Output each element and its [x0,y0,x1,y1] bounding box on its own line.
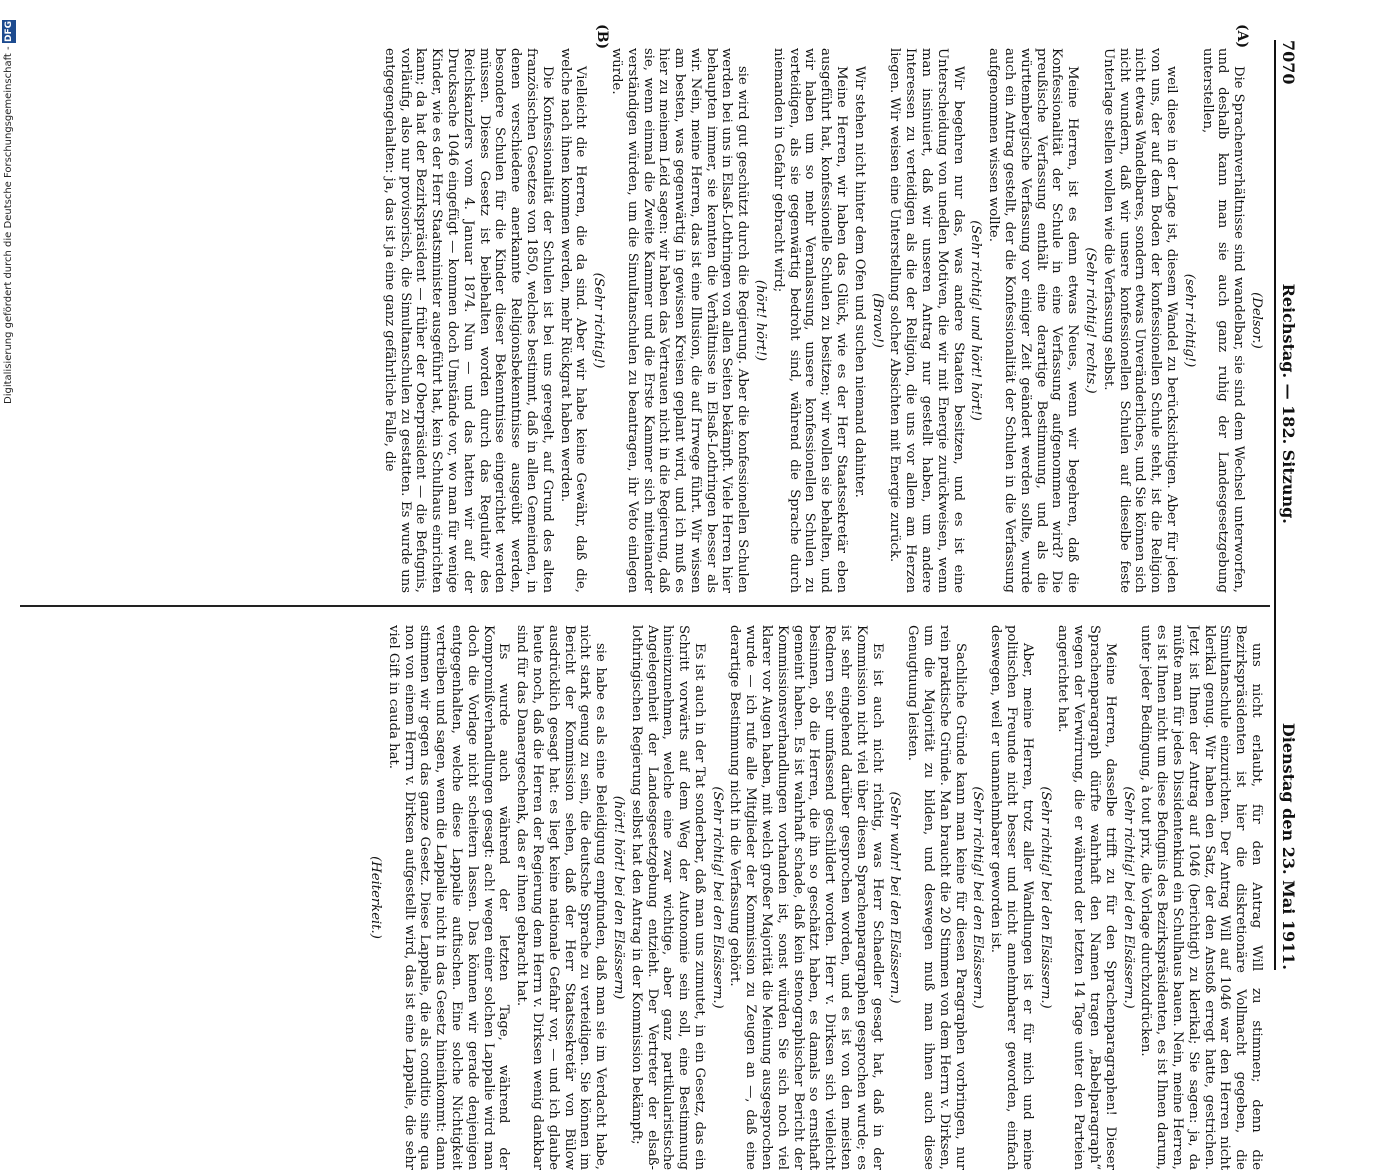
credit-text: Digitalisierung gefördert durch die Deutsche Forschungsgemeinschaft - [3,46,14,404]
margin-mark-b: (B) [594,24,610,50]
paragraph: Es wurde auch während der letzten Tage, während der Kompromißverhandlungen gesagt: ach! wegen einer solchen Lappalie wird man doch die Vorlage nicht scheitern lassen. Das können wir gerade denjenigen entgegenhalten, welche diese Lappalie auftischen. Eine solche Nichtigkeit vertreiben und sagen, wenn die Lappalie nicht in das Gesetz hineinkommt: dann stimmen wir gegen das ganze Gesetz. Diese Lappalie, die als conditio sine qua non von einem Herrn v. Dirksen aufgestellt wird, das ist eine Lappalie, die sehr viel Gift in cauda hat. [385,625,512,1170]
paragraph: Aber, meine Herren, trotz aller Wandlungen ist er für mich und meine politischen Freunde nicht besser und nicht annehmbarer geworden, einfach deswegen, weil er unannehmbarer geworden ist. [988,625,1035,1170]
right-column [20,625,1264,1170]
paragraph: Es ist auch nicht richtig, was Herr Schaedler gesagt hat, daß in der Kommission nicht viel über diesen Sprachenparagraphen gesprochen wurde; es ist sehr eingehend darüber gesprochen worden, und es ist von den meisten Rednern sehr umfassend geschildert worden. Herr v. Dirksen sich vielleicht besinnen, ob die Herren, die ihn so geschätzt haben, es damals so ernsthaft gemeint haben. Es ist wahrhaft schade, daß kein stenographischer Bericht der Kommissionsverhandlungen vorhanden ist, sonst würden Sie sich noch viel klarer vor Augen haben, mit welch großer Majorität die Meinung ausgesprochen wurde — ich rufe alle Mitglieder der Kommission zu Zeugen an —, daß eine derartige Bestimmung nicht in die Verfassung gehört. [727,625,885,1170]
interjection: (Bravo!) [869,293,885,348]
interjection: (Sehr richtig! bei den Elsässern.) [709,786,725,1009]
interjection: (hört! hört!) [753,279,769,362]
paragraph: Wir stehen nicht hinter dem Ofen und suchen niemand dahinter. [851,66,867,498]
paragraph: Die Sprachenverhältnisse sind wandelbar, sie sind dem Wechsel unterworfen, und deshalb kann man sie auch ganz ruhig der Landesgesetzgebung unterstellen, [1199,48,1247,593]
page-header [1274,40,1302,970]
page-date: Dienstag den 23. Mai 1911. [1279,722,1299,970]
interjection: (Sehr richtig! bei den Elsässern.) [1037,786,1053,1009]
interjection: (Sehr richtig!) [591,272,607,369]
interjection: (sehr richtig!) [1181,273,1197,368]
interjection: (Heiterkeit.) [367,856,383,939]
interjection: (Sehr richtig! bei den Elsässern.) [1120,786,1136,1009]
paragraph: Meine Herren, wir haben das Glück, wie es der Herr Staatssekretär eben ausgeführt hat, konfessionelle Schulen zu besitzen; wir wollen sie behalten, und wir haben um so mehr Veranlassung, unsere konfessionellen Schulen zu verteidigen, als sie gegenwärtig bedroht sind, während die Sprache durch niemanden in Gefahr gebracht wird; [770,48,850,593]
column-divider [20,605,1270,607]
page-title: Reichstag. — 182. Sitzung. [1279,283,1299,524]
interjection: (Sehr richtig! rechts.) [1083,247,1099,394]
paragraph: Meine Herren, ist es denn etwas Neues, wenn wir begehren, daß die Konfessionalität der Schule in eine Verfassung aufgenommen wird? Die preußische Verfassung enthält eine derartige Bestimmung, und als die württembergische Verfassung vor einiger Zeit geändert werden sollte, wurde auch ein Antrag gestellt, der die Konfessionalität der Schulen in die Verfassung aufgenommen wissen wollte. [986,48,1081,593]
paragraph: Vielleicht die Herren, die da sind. Aber wir habe keine Gewähr, daß die, welche nach ihnen kommen werden, mehr Rückgrat haben werden. [557,48,589,593]
paragraph: Die Konfessionalität der Schulen ist bei uns geregelt, auf Grund des alten französischen Gesetzes von 1850, welches bestimmt, daß in allen Gemeinden, in denen verschiedene anerkannte Religionsbekenntnisse ausgeübt werden, besondere Schulen für die Kinder dieser Bekenntnisse eingerichtet werden müssen. Dieses Gesetz ist beibehalten worden durch das Regulativ des Reichskanzlers vom 4. Januar 1874. Nun — und das hatten wir auf der Drucksache 1046 eingefügt — kommen doch Umstände vor, wo man für wenige Kinder, wie es der Herr Staatsminister ausgeführt hat, kein Schulhaus einrichten kann; da hat der Bezirkspräsident — früher der Oberpräsident — die Befugnis, vorläufig, also nur provisorisch, die Simultanschulen zu gestatten. Es wurde uns entgegengehalten: ja, das ist ja eine ganz gefährliche Falle, die [381,48,555,593]
dfg-logo: DFG [4,21,14,43]
margin-mark-a: (A) [1234,24,1250,49]
interjection: (Delsor.) [1249,292,1264,349]
paragraph: uns nicht erlaubt, für den Antrag Will zu stimmen; denn die Bezirkspräsidenten ist hier die diskretionäre Vollmacht gegeben, die Simultanschule einzurichten. Der Antrag Will auf 1046 war den Herren nicht klerikal genug. Wir haben den Satz, der den Anstoß erregt hatte, gestrichen. Jetzt ist Ihnen der Antrag auf 1046 (berichtigt) zu klerikal; Sie sagen: ja, da müßte man für jedes Dissidentenkind ein Schulhaus bauen. Nein, meine Herren, es ist Ihnen nicht um diese Befugnis des Bezirkspräsidenten, es ist Ihnen darum, unter jeder Bedingung, à tout prix, die Vorlage durchzudrücken. [1138,625,1264,1170]
document-page [10,20,1310,1170]
paragraph: Wir begehren nur das, was andere Staaten besitzen, und es ist eine Unterscheidung von unedlen Motiven, die wir mit Energie zurückweisen, wenn man insinuiert, daß wir unseren Antrag nur gestellt haben, um andere Interessen zu verteidigen als die der Religion, die uns vor allem am Herzen liegen. Wir weisen eine Unterstellung solcher Absichten mit Energie zurück. [887,48,966,593]
interjection: (Sehr richtig! bei den Elsässern.) [970,786,986,1009]
left-column [20,48,1264,593]
paragraph: sie habe es als eine Beleidigung empfunden, daß man sie im Verdacht habe, nicht stark genug zu sein, die deutsche Sprache zu verteidigen. Sie können im Bericht der Kommission sehen, daß der Herr Staatssekretär von Bülow ausdrücklich gesagt hat: es liegt keine nationale Gefahr vor, — und ich glaube heute noch, daß die Herren der Regierung dem Herrn v. Dirksen wenig dankbar sind für das Danaergeschenk, das er ihnen gebracht hat. [514,625,609,1170]
interjection: (Sehr wahr! bei den Elsässern.) [887,791,903,1004]
paragraph: Sachliche Gründe kann man keine für diesen Paragraphen vorbringen, nur rein praktische Gründe. Man braucht die 20 Stimmen von dem Herrn v. Dirksen, um die Majorität zu bilden, und deswegen muß man ihnen auch diese Genugtuung leisten. [905,625,968,1170]
interjection: (Sehr richtig! und hört! hört!) [968,220,984,421]
paragraph: Es ist auch in der Tat sonderbar, daß man uns zumutet, in ein Gesetz, das ein Schritt vorwärts auf dem Weg der Autonomie sein soll, eine Bestimmung hineinzunehmen, welche eine zwar wichtige, aber ganz partikularistische Angelegenheit der Landesgesetzgebung entzieht. Der Vertreter der elsaß-lothringischen Regierung selbst hat den Antrag in der Kommission bekämpft; [628,625,707,1170]
digitization-credit [2,20,18,980]
paragraph: weil diese in der Lage ist, diesem Wandel zu berücksichtigen. Aber für jeden von uns, der auf dem Boden der konfessionellen Schule steht, ist die Religion nicht etwas Wandelbares, sondern etwas Unveränderliches, und Sie können sich nicht wundern, daß wir unsere konfessionellen Schulen auf dieselbe feste Unterlage stellen wollen wie die Verfassung selbst. [1100,48,1180,593]
page-number: 7070 [1279,40,1299,85]
paragraph: sie wird gut geschützt durch die Regierung. Aber die konfessionellen Schulen werden bei uns in Elsaß-Lothringen von allen Seiten bekämpft. Viele Herren hier behaupten immer, sie kennten die Verhältnisse in Elsaß-Lothringen besser als wir. Nein, meine Herren, das ist eine Illusion, die auf Irrwege führt. Wir wissen am besten, was gegenwärtig in gewissen Kreisen geplant wird, und ich muß es hier zu meinem Leid sagen: wir haben das Vertrauen nicht in die Regierung, daß sie, wenn einmal die Zweite Kammer und die Erste Kammer sich miteinander verständigen würden, um die Simultanschulen zu beantragen, ihr Veto einlegen würde. [608,48,751,593]
paragraph: Meine Herren, dasselbe trifft zu für den Sprachenparagraphen! Dieser Sprachenparagraph dürfte wahrhaft den Namen tragen „Babelparagraph“ wegen der Verwirrung, die er während der letzten 14 Tage unter den Parteien angerichtet hat. [1055,625,1118,1170]
interjection: (hört! hört! bei den Elsässern) [610,795,626,1000]
